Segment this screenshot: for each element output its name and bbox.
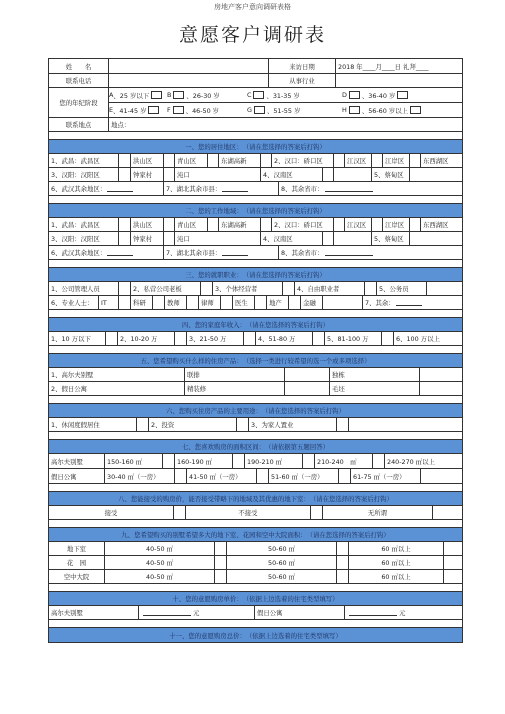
checkbox[interactable]: [444, 542, 462, 555]
checkbox[interactable]: [119, 232, 131, 245]
checkbox[interactable]: [444, 570, 462, 583]
checkbox[interactable]: [311, 506, 323, 519]
checkbox[interactable]: [410, 154, 421, 167]
option-label: 41-50 ㎡（一房）: [187, 469, 257, 483]
option-label: 7、湖北其余市县：: [164, 182, 279, 195]
checkbox[interactable]: [119, 282, 131, 295]
phone-label: 联系电话: [49, 74, 109, 87]
name-field[interactable]: [109, 59, 269, 73]
option-label: 3、汉阳：汉阳区: [49, 168, 119, 181]
checkbox[interactable]: [257, 469, 269, 483]
option-label: 60 ㎡以上: [349, 570, 444, 583]
checkbox[interactable]: [151, 91, 162, 99]
option-label: 5、公务员: [377, 282, 427, 295]
option-label: 60 ㎡以上: [349, 556, 444, 569]
checkbox[interactable]: [289, 296, 301, 309]
checkbox-wide[interactable]: [323, 296, 363, 309]
option-label: 高尔夫别墅: [49, 454, 105, 468]
checkbox[interactable]: [410, 218, 421, 231]
s5-row-1: [49, 368, 462, 382]
spacer-row: [49, 260, 462, 268]
age-row: [49, 88, 462, 118]
checkbox[interactable]: [334, 218, 345, 231]
checkbox[interactable]: [253, 91, 264, 99]
page-title: 意愿客户调研表: [178, 24, 326, 46]
visit-date-label: 来访日期: [269, 59, 336, 73]
option-label: 教师: [165, 296, 187, 309]
s9-row-garden: [49, 556, 462, 570]
checkbox[interactable]: [397, 91, 408, 99]
checkbox[interactable]: [373, 454, 385, 468]
s3-row-2: [49, 296, 462, 310]
option-label: 1、休闲度假居住: [49, 418, 137, 431]
option-label: 60 ㎡以上: [349, 542, 444, 555]
age-option[interactable]: A 、25 岁以下: [109, 91, 167, 100]
option-label: 3、汉阳：汉阳区: [49, 232, 119, 245]
checkbox[interactable]: [349, 106, 360, 114]
option-label: 江汉区: [345, 154, 372, 167]
checkbox[interactable]: [444, 556, 462, 569]
option-label: 40-50 ㎡: [105, 542, 215, 555]
checkbox[interactable]: [410, 232, 462, 245]
checkbox[interactable]: [349, 91, 360, 99]
spacer-row: [49, 484, 462, 492]
spacer: [334, 168, 372, 181]
checkbox[interactable]: [382, 332, 394, 345]
price-field[interactable]: 元: [139, 606, 255, 619]
option-label: 假日公寓: [49, 469, 105, 483]
s9-row-basement: [49, 542, 462, 556]
option-label: 空中大院: [49, 570, 105, 583]
s3-row-1: [49, 282, 462, 296]
s5-row-2: [49, 382, 462, 396]
option-label: 50-60 ㎡: [227, 570, 337, 583]
s1-row-1: [49, 154, 462, 168]
option-label: 江岸区: [383, 154, 410, 167]
blank-line[interactable]: [396, 300, 422, 306]
option-label: 4、汉南区: [261, 232, 323, 245]
age-option[interactable]: E 、41-45 岁: [109, 106, 167, 115]
option-label: 51-60 ㎡（一房）: [269, 469, 339, 483]
option-label: 3、个体经营者: [213, 282, 283, 295]
s2-row-3: [49, 246, 462, 260]
checkbox[interactable]: [339, 469, 351, 483]
option-label: 30-40 ㎡（一房）: [105, 469, 175, 483]
checkbox[interactable]: [137, 418, 149, 431]
s9-row-sky-yard: [49, 570, 462, 584]
s2-row-1: [49, 218, 462, 232]
option-label: 7、湖北其余市县：: [164, 246, 279, 259]
industry-label: 从事行业: [269, 74, 336, 87]
section-11-header: 十一、您的意愿购房总价： （依据上边选着的住宅类型填写）: [49, 628, 462, 642]
blank-line[interactable]: [143, 610, 191, 616]
option-label: 洪山区: [131, 218, 164, 231]
checkbox[interactable]: [421, 469, 462, 483]
spacer-row: [49, 584, 462, 592]
checkbox[interactable]: [215, 570, 227, 583]
blank-line[interactable]: [222, 186, 248, 192]
section-5-header: 五、您希望购买什么样的住房产品： （选择一类进行较希望的选一个或多项选择）: [49, 354, 462, 368]
age-options-row-1: [109, 88, 462, 103]
option-label: 地产: [267, 296, 289, 309]
checkbox[interactable]: [433, 506, 462, 519]
checkbox[interactable]: [285, 368, 330, 381]
option-label: 江岸区: [383, 218, 410, 231]
phone-field[interactable]: [109, 74, 269, 87]
spacer-row: [49, 620, 462, 628]
age-options-row-2: [109, 103, 462, 117]
option-label: 150-160 ㎡: [105, 454, 163, 468]
checkbox[interactable]: [237, 418, 249, 431]
option-label: 5、蔡甸区: [372, 232, 410, 245]
option-label: 4、汉南区: [261, 168, 323, 181]
option-label: 不接受: [186, 506, 311, 519]
option-label: 无所谓: [323, 506, 433, 519]
s6-options: [49, 418, 462, 432]
checkbox[interactable]: [410, 168, 462, 181]
age-option[interactable]: C 、31-35 岁: [247, 91, 300, 100]
checkbox[interactable]: [254, 106, 265, 114]
checkbox[interactable]: [334, 154, 345, 167]
option-label: 6、专业人士：: [49, 296, 99, 309]
option-label: 高尔夫别墅: [49, 606, 139, 619]
option-label: 5、81-100 万: [325, 332, 382, 345]
age-option[interactable]: B 、26-30 岁: [167, 91, 220, 100]
option-label: 1、武昌：武昌区: [49, 218, 119, 231]
option-label: 6、武汉其余地区：: [49, 246, 164, 259]
option-label: 独栋: [330, 368, 420, 381]
checkbox[interactable]: [261, 154, 272, 167]
option-label: 1、10 万以下: [49, 332, 106, 345]
checkbox[interactable]: [372, 154, 383, 167]
spacer-row: [49, 310, 462, 318]
survey-form: [48, 58, 463, 643]
option-label: 精装修: [185, 382, 285, 395]
option-label: IT: [99, 296, 119, 309]
spacer-row: [49, 520, 462, 528]
checkbox[interactable]: [119, 168, 131, 181]
option-label: 东西湖区: [423, 157, 449, 165]
blank-line[interactable]: [349, 610, 397, 616]
industry-field[interactable]: [336, 74, 462, 87]
checkbox[interactable]: [410, 106, 421, 114]
option-label: 6、武汉其余地区：: [49, 182, 164, 195]
section-9-header: 九、您希望购买的别墅希望多大的地下室、花园和空中大院面积： （请在您选择的答案后打钩）: [49, 528, 462, 542]
spacer-row: [49, 396, 462, 404]
checkbox[interactable]: [323, 232, 334, 245]
checkbox[interactable]: [208, 154, 219, 167]
checkbox[interactable]: [337, 570, 349, 583]
option-label: 7、其余：: [363, 296, 462, 309]
option-label: 假日公寓: [255, 606, 345, 619]
checkbox[interactable]: [173, 91, 184, 99]
age-option[interactable]: D 、36-40 岁: [342, 91, 462, 100]
option-label: 210-240 ㎡: [315, 454, 373, 468]
option-label: 40-50 ㎡: [105, 570, 215, 583]
option-label: 青山区: [175, 218, 208, 231]
phone-row: [49, 74, 462, 88]
blank-line[interactable]: [107, 186, 133, 192]
spacer: [334, 232, 372, 245]
section-7-header: 七、您喜欢购房的面积区间： （请依据第五题回答）: [49, 440, 462, 454]
option-label: 联排: [185, 368, 285, 381]
checkbox[interactable]: [201, 282, 213, 295]
visit-date-field[interactable]: 2018 年____月____日 礼拜____: [338, 62, 429, 71]
document-header: 房地产客户意向调研表格: [214, 3, 291, 11]
checkbox[interactable]: [337, 542, 349, 555]
option-label: 2、10-20 万: [118, 332, 175, 345]
blank-line[interactable]: [325, 250, 373, 256]
s7-row-apartment: [49, 469, 462, 484]
checkbox[interactable]: [420, 382, 462, 395]
option-label: 61-75 ㎡（一房）: [351, 469, 421, 483]
option-label: 160-190 ㎡: [175, 454, 233, 468]
section-8-header: 八、您能接受的购房价，能否接受带略下的地域及其优惠的地下室： （请在您选择的答案后打钩）: [49, 492, 462, 506]
section-4-header: 四、您的家庭年收入： （请在您选择的答案后打钩）: [49, 318, 462, 332]
checkbox[interactable]: [175, 332, 187, 345]
spacer-row: [49, 346, 462, 354]
checkbox[interactable]: [164, 154, 175, 167]
blank-line[interactable]: [222, 250, 248, 256]
checkbox[interactable]: [119, 154, 131, 167]
option-label: 50-60 ㎡: [227, 542, 337, 555]
checkbox[interactable]: [323, 168, 334, 181]
spacer: [349, 418, 462, 431]
checkbox[interactable]: [261, 218, 272, 231]
option-label: 40-50 ㎡: [105, 556, 215, 569]
option-label: 190-210 ㎡: [245, 454, 303, 468]
s7-row-villa: [49, 454, 462, 469]
option-label: 钟家村: [131, 232, 164, 245]
checkbox[interactable]: [106, 332, 118, 345]
option-label: 医生: [233, 296, 255, 309]
section-10-header: 十、您的意愿购房单价： （依据上边选着的住宅类型填写）: [49, 592, 462, 606]
address-label: 联系地点: [49, 118, 109, 131]
checkbox[interactable]: [365, 282, 377, 295]
checkbox[interactable]: [283, 282, 295, 295]
checkbox[interactable]: [164, 168, 175, 181]
checkbox[interactable]: [313, 332, 325, 345]
option-label: 1、武昌：武昌区: [49, 154, 119, 167]
option-label: 沌口: [175, 232, 261, 245]
option-label: 3、为家人置业: [249, 418, 337, 431]
checkbox[interactable]: [285, 382, 330, 395]
checkbox[interactable]: [244, 332, 256, 345]
option-label: 科研: [131, 296, 153, 309]
name-row: [49, 59, 462, 74]
checkbox[interactable]: [163, 454, 175, 468]
age-option[interactable]: H 、56-60 岁以上: [342, 106, 462, 115]
option-label: 毛坯: [330, 382, 420, 395]
age-option[interactable]: F 、46-50 岁: [167, 106, 220, 115]
age-option[interactable]: G 、51-55 岁: [247, 106, 301, 115]
s4-options: [49, 332, 462, 346]
checkbox[interactable]: [208, 218, 219, 231]
address-row: [49, 118, 462, 132]
age-options: [109, 88, 462, 117]
checkbox[interactable]: [174, 506, 186, 519]
option-label: 地下室: [49, 542, 105, 555]
age-label: 您的年纪阶段: [49, 88, 109, 117]
checkbox[interactable]: [164, 218, 175, 231]
option-label: 1、公司管理人员: [49, 282, 119, 295]
checkbox[interactable]: [164, 232, 175, 245]
option-label: 江汉区: [345, 218, 372, 231]
section-6-header: 六、您购买住房产品的主要用途： （请在您选择的答案后打钩）: [49, 404, 462, 418]
checkbox[interactable]: [175, 469, 187, 483]
option-label: 8、其余省市：: [279, 182, 462, 195]
s2-row-2: [49, 232, 462, 246]
checkbox[interactable]: [173, 106, 184, 114]
checkbox[interactable]: [187, 296, 199, 309]
address-field[interactable]: 地点：: [111, 121, 131, 129]
s1-row-2: [49, 168, 462, 182]
option-label: 金融: [301, 296, 323, 309]
checkbox[interactable]: [337, 418, 349, 431]
section-3-header: 三、您的就职职业： （请在您选择的答案后打钩）: [49, 268, 462, 282]
s1-row-3: [49, 182, 462, 196]
checkbox[interactable]: [337, 556, 349, 569]
option-label: 5、蔡甸区: [372, 168, 410, 181]
spacer-row: [49, 196, 462, 204]
checkbox[interactable]: [255, 296, 267, 309]
checkbox[interactable]: [215, 556, 227, 569]
option-label: 青山区: [175, 154, 208, 167]
checkbox[interactable]: [427, 282, 462, 295]
section-2-header: 二、您的工作地域： （请在您选择的答案后打钩）: [49, 204, 462, 218]
option-label: 2、假日公寓: [49, 382, 185, 395]
checkbox[interactable]: [221, 296, 233, 309]
checkbox[interactable]: [420, 368, 462, 381]
option-label: 8、其余省市：: [279, 246, 462, 259]
price-field[interactable]: 元: [345, 606, 462, 619]
option-label: 6、100 万以上: [396, 335, 440, 343]
spacer-row: [49, 132, 462, 140]
option-label: 律师: [199, 296, 221, 309]
option-label: 东湖高新: [219, 218, 261, 231]
checkbox[interactable]: [215, 542, 227, 555]
blank-line[interactable]: [325, 186, 373, 192]
option-label: 花 园: [49, 556, 105, 569]
checkbox[interactable]: [148, 106, 159, 114]
checkbox[interactable]: [303, 454, 315, 468]
name-label: 姓 名: [49, 59, 109, 73]
checkbox[interactable]: [119, 218, 131, 231]
checkbox[interactable]: [153, 296, 165, 309]
option-label: 4、51-80 万: [256, 332, 313, 345]
option-label: 2、汉口：硚口区: [272, 218, 334, 231]
option-label: 1、高尔夫别墅: [49, 368, 185, 381]
checkbox[interactable]: [233, 454, 245, 468]
option-label: 240-270 ㎡以上: [387, 457, 435, 466]
option-label: 2、投资: [149, 418, 237, 431]
option-label: 2、汉口：硚口区: [272, 154, 334, 167]
s8-options: [49, 506, 462, 520]
option-label: 东西湖区: [423, 221, 449, 229]
s10-unit-price-row: [49, 606, 462, 620]
option-label: 4、自由职业者: [295, 282, 365, 295]
option-label: 3、21-50 万: [187, 332, 244, 345]
section-1-header: 一、您的居住地区： （请在您选择的答案后打钩）: [49, 140, 462, 154]
blank-line[interactable]: [107, 250, 133, 256]
option-label: 沌口: [175, 168, 261, 181]
option-label: 东湖高新: [219, 154, 261, 167]
option-label: 洪山区: [131, 154, 164, 167]
option-label: 2、私营公司老板: [131, 282, 201, 295]
checkbox[interactable]: [119, 296, 131, 309]
checkbox[interactable]: [372, 218, 383, 231]
spacer-row: [49, 432, 462, 440]
option-label: 钟家村: [131, 168, 164, 181]
option-label: 50-60 ㎡: [227, 556, 337, 569]
option-label: 接受: [49, 506, 174, 519]
